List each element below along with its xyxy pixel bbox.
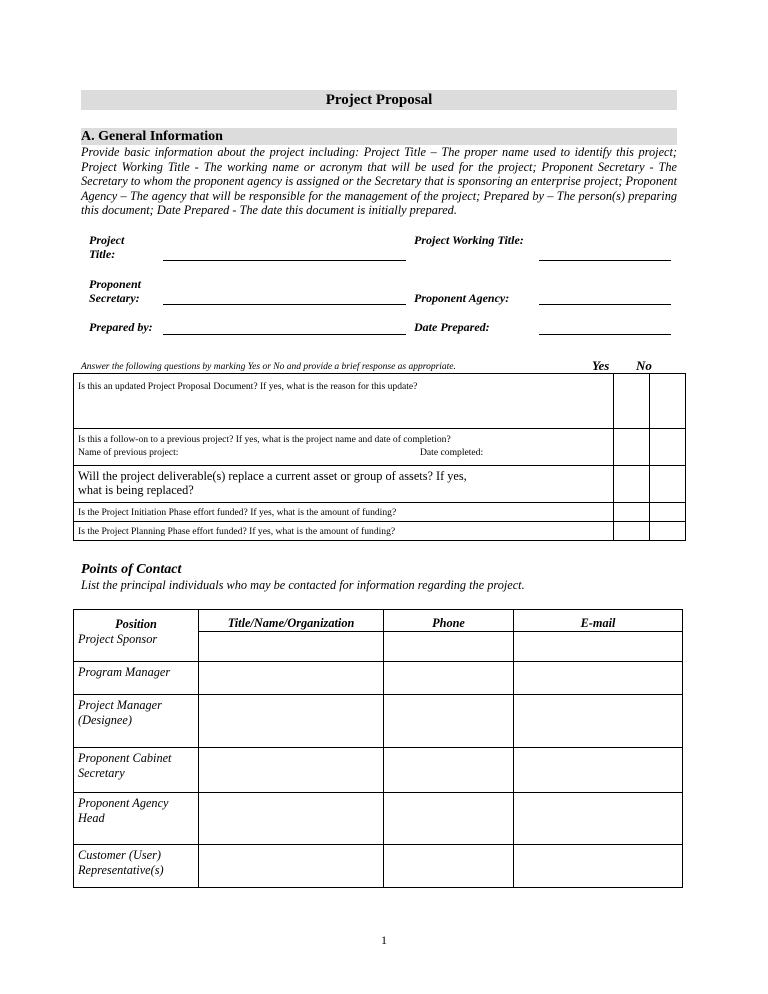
position-text: Program Manager <box>78 665 171 679</box>
position-text: Customer (User) <box>78 848 161 862</box>
secretary-label-2: Secretary: <box>89 291 140 305</box>
contact-row <box>74 748 683 793</box>
questions-table <box>73 373 686 541</box>
yes-column-label: Yes <box>592 358 610 373</box>
yes-checkbox[interactable] <box>614 429 650 466</box>
title-name-org-cell[interactable] <box>199 748 384 793</box>
question-cell <box>74 429 614 466</box>
agency-line[interactable] <box>539 304 671 305</box>
previous-project-label: Name of previous project: <box>78 447 179 458</box>
project-title-label-2: Title: <box>89 247 116 261</box>
position-cell <box>74 632 199 662</box>
position-cell <box>74 748 199 793</box>
email-cell[interactable] <box>514 845 683 888</box>
phone-cell[interactable] <box>384 695 514 748</box>
position-header: Position <box>74 610 199 632</box>
email-header: E-mail <box>514 610 683 632</box>
question-row <box>74 374 686 429</box>
no-checkbox[interactable] <box>650 522 686 541</box>
title-name-org-cell[interactable] <box>199 662 384 695</box>
contact-row <box>74 793 683 845</box>
poc-subtitle: List the principal individuals who may be contacted for information regarding the project. <box>81 578 525 592</box>
email-cell[interactable] <box>514 632 683 662</box>
position-cell <box>74 662 199 695</box>
date-prepared-line[interactable] <box>539 334 671 335</box>
intro-paragraph: Provide basic information about the project including: Project Title – The proper name used to identify this project; Project Working Title - The working name or acronym that will be used for the project; Proponent Secretary - The Secretary to whom the proponent agency is assigned or the Secretary that is sponsoring an enterprise project; Proponent Agency – The agency that will be responsible for the management of the project; Prepared by – The person(s) preparing this document; Date Prepared - The date this document is initially prepared. <box>81 145 677 218</box>
prepared-by-label: Prepared by: <box>89 320 153 334</box>
question-row <box>74 503 686 522</box>
phone-cell[interactable] <box>384 748 514 793</box>
yes-checkbox[interactable] <box>614 466 650 503</box>
no-checkbox[interactable] <box>650 429 686 466</box>
contact-row <box>74 632 683 662</box>
questions-note: Answer the following questions by marking Yes or No and provide a brief response as appropriate. <box>81 362 456 372</box>
position-text-2: (Designee) <box>78 713 132 727</box>
phone-cell[interactable] <box>384 662 514 695</box>
question-row <box>74 429 686 466</box>
title-name-org-cell[interactable] <box>199 695 384 748</box>
email-cell[interactable] <box>514 662 683 695</box>
contacts-table <box>73 609 683 888</box>
poc-heading: Points of Contact <box>81 562 182 577</box>
prepared-by-line[interactable] <box>163 334 406 335</box>
position-text-2: Representative(s) <box>78 863 164 877</box>
yes-checkbox[interactable] <box>614 374 650 429</box>
title-name-org-header: Title/Name/Organization <box>199 610 384 632</box>
project-title-label-1: Project <box>89 233 125 247</box>
question-row <box>74 466 686 503</box>
position-cell <box>74 793 199 845</box>
email-cell[interactable] <box>514 695 683 748</box>
position-text: Proponent Cabinet <box>78 751 172 765</box>
title-name-org-cell[interactable] <box>199 793 384 845</box>
phone-header: Phone <box>384 610 514 632</box>
yes-checkbox[interactable] <box>614 522 650 541</box>
question-text: Will the project deliverable(s) replace a current asset or group of assets? If yes, what is being replaced? <box>74 466 614 503</box>
question-text: Is the Project Initiation Phase effort funded? If yes, what is the amount of funding? <box>74 503 614 522</box>
question-row <box>74 522 686 541</box>
question-text: Is this a follow-on to a previous project? If yes, what is the project name and date of completion? <box>78 434 451 445</box>
position-text: Project Sponsor <box>78 631 158 646</box>
document-title: Project Proposal <box>81 90 677 110</box>
project-title-line[interactable] <box>163 260 406 261</box>
no-checkbox[interactable] <box>650 374 686 429</box>
no-column-label: No <box>636 358 652 373</box>
position-text-2: Head <box>78 811 105 825</box>
phone-cell[interactable] <box>384 793 514 845</box>
phone-cell[interactable] <box>384 632 514 662</box>
contact-row <box>74 662 683 695</box>
position-cell <box>74 845 199 888</box>
contact-row <box>74 695 683 748</box>
email-cell[interactable] <box>514 748 683 793</box>
contact-row <box>74 845 683 888</box>
question-text: Is this an updated Project Proposal Document? If yes, what is the reason for this update? <box>74 374 614 429</box>
title-name-org-cell[interactable] <box>199 845 384 888</box>
no-checkbox[interactable] <box>650 503 686 522</box>
section-a-heading: A. General Information <box>81 128 677 145</box>
date-completed-label: Date completed: <box>420 447 484 458</box>
working-title-line[interactable] <box>539 260 671 261</box>
working-title-label: Project Working Title: <box>414 233 524 247</box>
yes-checkbox[interactable] <box>614 503 650 522</box>
position-text-2: Secretary <box>78 766 125 780</box>
secretary-label-1: Proponent <box>89 277 142 291</box>
contacts-header-row <box>74 610 683 632</box>
position-cell <box>74 695 199 748</box>
phone-cell[interactable] <box>384 845 514 888</box>
email-cell[interactable] <box>514 793 683 845</box>
question-text: Is the Project Planning Phase effort funded? If yes, what is the amount of funding? <box>74 522 614 541</box>
position-text: Project Manager <box>78 698 162 712</box>
no-checkbox[interactable] <box>650 466 686 503</box>
agency-label: Proponent Agency: <box>414 291 510 305</box>
page-number: 1 <box>381 933 387 947</box>
date-prepared-label: Date Prepared: <box>414 320 490 334</box>
secretary-line[interactable] <box>163 304 406 305</box>
title-name-org-cell[interactable] <box>199 632 384 662</box>
position-text: Proponent Agency <box>78 796 169 810</box>
